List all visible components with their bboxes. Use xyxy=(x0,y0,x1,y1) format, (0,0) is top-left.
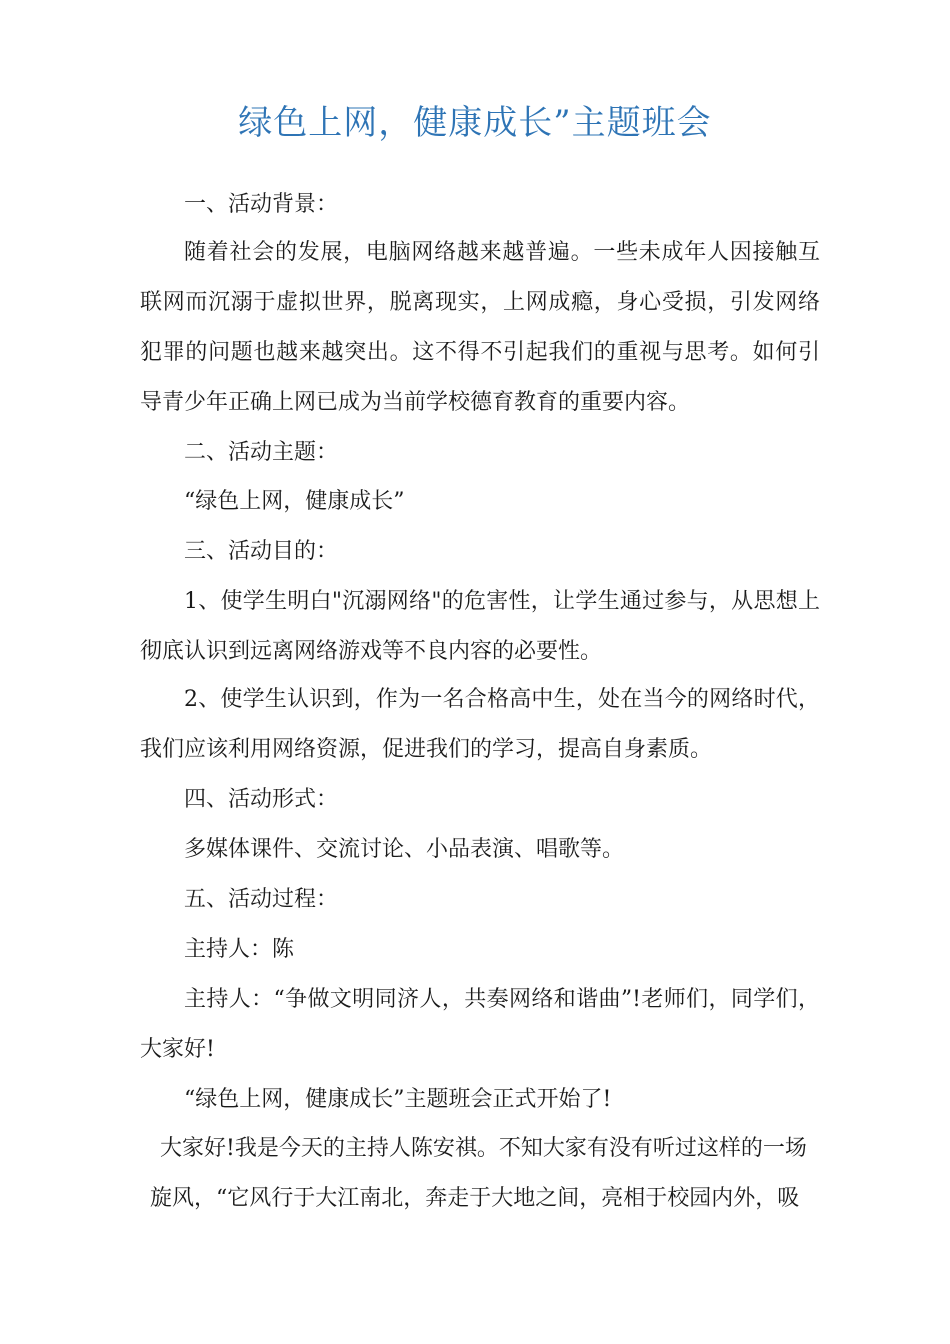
paragraph-host-greeting: 主持人：“争做文明同济人，共奏网络和谐曲”!老师们，同学们，大家好! xyxy=(140,987,820,1062)
paragraph-purpose-1: 1、使学生明白"沉溺网络"的危害性，让学生通过参与，从思想上彻底认识到远离网络游戏等不良内容的必要性。 xyxy=(140,589,820,664)
section-heading-purpose: 三、活动目的： xyxy=(184,539,339,564)
paragraph-meeting-start: “绿色上网，健康成长”主题班会正式开始了! xyxy=(184,1087,612,1112)
document-title: 绿色上网，健康成长”主题班会 xyxy=(238,103,712,143)
paragraph-host-name: 主持人：陈 xyxy=(184,937,295,962)
paragraph-form: 多媒体课件、交流讨论、小品表演、唱歌等。 xyxy=(184,837,625,862)
section-heading-background: 一、活动背景： xyxy=(184,192,339,217)
paragraph-purpose-2: 2、使学生认识到，作为一名合格高中生，处在当今的网络时代，我们应该利用网络资源，促进我们的学习，提高自身素质。 xyxy=(140,687,820,762)
paragraph-host-intro-line-2: 旋风，“它风行于大江南北，奔走于大地之间，亮相于校园内外，吸 xyxy=(150,1186,800,1211)
section-heading-process: 五、活动过程： xyxy=(184,887,339,912)
paragraph-background: 随着社会的发展，电脑网络越来越普遍。一些未成年人因接触互联网而沉溺于虚拟世界，脱离现实，上网成瘾，身心受损，引发网络犯罪的问题也越来越突出。这不得不引起我们的重视与思考。如何引导青少年正确上网已成为当前学校德育教育的重要内容。 xyxy=(140,240,820,415)
paragraph-host-intro-line-1: 大家好!我是今天的主持人陈安祺。不知大家有没有听过这样的一场 xyxy=(160,1136,807,1161)
section-heading-theme: 二、活动主题： xyxy=(184,440,339,465)
paragraph-theme: “绿色上网，健康成长” xyxy=(184,489,405,514)
section-heading-form: 四、活动形式： xyxy=(184,787,339,812)
